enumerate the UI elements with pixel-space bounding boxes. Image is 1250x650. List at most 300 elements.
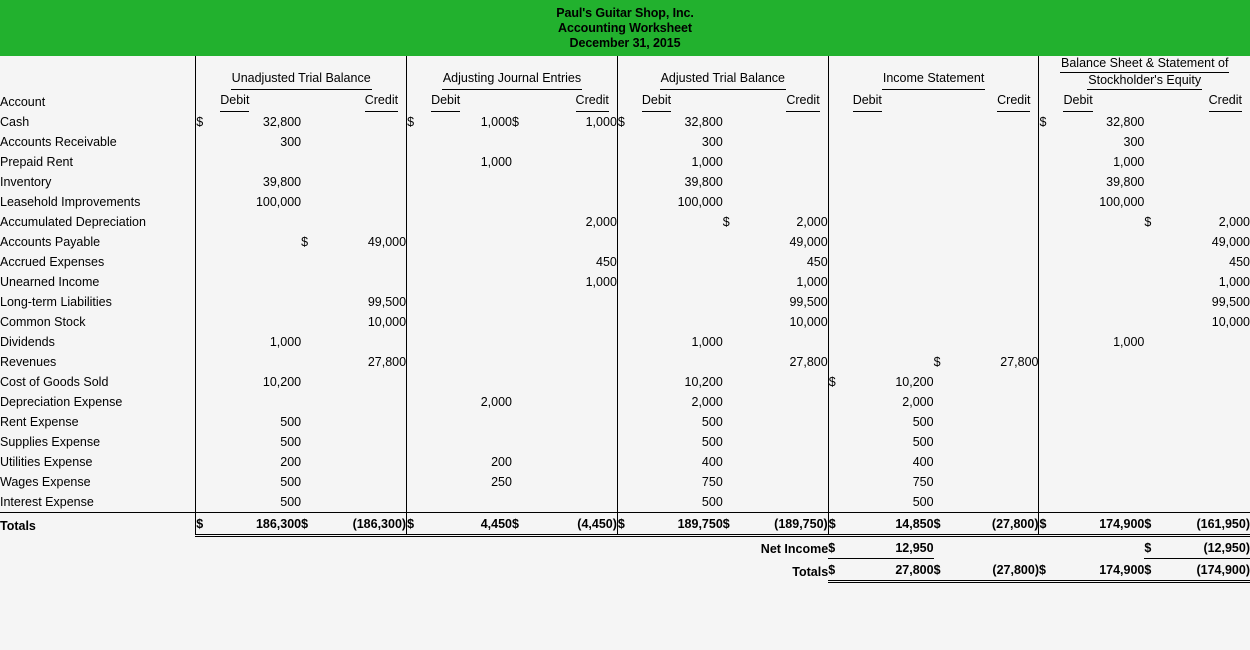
- unadjusted-trial-balance-debit-cell: 200: [280, 455, 302, 469]
- totals-bs-debit-currency: $: [1039, 513, 1061, 536]
- balance-sheet-credit-currency-cell: [1144, 432, 1168, 452]
- adjusting-journal-entries-debit-currency-cell: [407, 292, 429, 312]
- income-statement-debit-currency-cell: [828, 332, 850, 352]
- adjusting-journal-entries-debit-currency-cell: [407, 432, 429, 452]
- unadjusted-trial-balance-debit-currency-cell: [196, 352, 218, 372]
- unadjusted-trial-balance-credit-cell: [325, 112, 406, 132]
- balance-sheet-credit-cell: [1168, 412, 1250, 432]
- balance-sheet-credit-currency-cell: [1144, 492, 1168, 513]
- adjusted-trial-balance-debit-cell: 300: [701, 135, 723, 149]
- income-statement-debit-cell: [850, 212, 933, 232]
- income-statement-credit-cell: [958, 472, 1039, 492]
- balance-sheet-credit-cell: [1168, 432, 1250, 452]
- adjusting-journal-entries-credit-currency-cell: [512, 252, 536, 272]
- income-statement-debit-currency-cell: [828, 132, 850, 152]
- adjusting-journal-entries-credit-currency-cell: [512, 492, 536, 513]
- table-row: [0, 192, 1250, 212]
- balance-sheet-credit-currency-cell: [1144, 272, 1168, 292]
- adjusted-trial-balance-credit-currency-cell: [723, 332, 747, 352]
- adjusted-trial-balance-debit-currency-cell: [617, 212, 639, 232]
- account-name-cell: Wages Expense: [0, 475, 91, 489]
- income-statement-credit-currency-cell: $: [933, 355, 941, 369]
- income-statement-credit-cell: [958, 492, 1039, 513]
- balance-sheet-credit-cell: [1168, 352, 1250, 372]
- balance-sheet-credit-cell: 49,000: [1211, 235, 1250, 249]
- totals-is-debit-currency: $: [828, 513, 850, 536]
- unadjusted-trial-balance-debit-cell: [218, 292, 301, 312]
- income-statement-credit-currency-cell: [934, 432, 958, 452]
- adjusting-journal-entries-debit-cell: 2,000: [480, 395, 512, 409]
- company-name: Paul's Guitar Shop, Inc.: [556, 6, 694, 20]
- grand-totals-is-debit: 27,800: [850, 559, 933, 582]
- income-statement-credit-currency-cell: [934, 412, 958, 432]
- income-statement-debit-cell: [850, 232, 933, 252]
- unadjusted-trial-balance-debit-currency-cell: [196, 472, 218, 492]
- balance-sheet-debit-cell: [1061, 272, 1144, 292]
- adjusted-trial-balance-credit-currency-cell: [723, 352, 747, 372]
- adjusted-trial-balance-credit-cell: [747, 372, 828, 392]
- unadjusted-trial-balance-debit-currency-cell: [196, 432, 218, 452]
- income-statement-debit-cell: 500: [912, 435, 934, 449]
- adjusted-trial-balance-debit-cell: 39,800: [684, 175, 723, 189]
- adjusting-journal-entries-debit-cell: [429, 172, 512, 192]
- adjusting-journal-entries-debit-cell: [429, 312, 512, 332]
- adjusting-journal-entries-credit-currency-cell: [512, 272, 536, 292]
- adjusted-trial-balance-debit-cell: 1,000: [691, 155, 723, 169]
- balance-sheet-debit-cell: 300: [1123, 135, 1145, 149]
- net-income-bs-debit: [1061, 536, 1144, 559]
- adjusted-trial-balance-credit-cell: [747, 172, 828, 192]
- balance-sheet-debit-currency-cell: [1039, 252, 1061, 272]
- adjusting-journal-entries-debit-cell: [429, 372, 512, 392]
- group-header-adjusting-journal-entries: Adjusting Journal Entries: [407, 56, 618, 90]
- adjusted-trial-balance-credit-currency-cell: [723, 432, 747, 452]
- balance-sheet-credit-currency-cell: [1144, 152, 1168, 172]
- income-statement-credit-cell: [958, 292, 1039, 312]
- balance-sheet-credit-currency-cell: [1144, 132, 1168, 152]
- adjusting-journal-entries-credit-cell: [536, 492, 617, 513]
- balance-sheet-credit-currency-cell: [1144, 252, 1168, 272]
- table-row: [0, 472, 1250, 492]
- adjusted-trial-balance-credit-cell: [747, 332, 828, 352]
- income-statement-debit-currency-cell: [828, 232, 850, 252]
- income-statement-debit-currency-cell: [828, 452, 850, 472]
- income-statement-debit-cell: 400: [912, 455, 934, 469]
- grand-totals-bs-debit-currency: $: [1039, 559, 1061, 582]
- table-header: [0, 56, 1250, 112]
- income-statement-debit-currency-cell: [828, 292, 850, 312]
- income-statement-debit-currency-cell: [828, 112, 850, 132]
- account-name-cell: Supplies Expense: [0, 435, 101, 449]
- adjusting-journal-entries-credit-currency-cell: [512, 192, 536, 212]
- balance-sheet-credit-cell: [1168, 452, 1250, 472]
- income-statement-credit-cell: [958, 372, 1039, 392]
- header-account: Account: [0, 95, 46, 109]
- totals-bs-debit: 174,900: [1061, 513, 1144, 536]
- income-statement-credit-cell: [958, 452, 1039, 472]
- adjusted-trial-balance-credit-currency-cell: [723, 492, 747, 513]
- grand-totals-bs-credit: (174,900): [1168, 559, 1250, 582]
- group-title-row: [0, 56, 1250, 90]
- account-name-cell: Rent Expense: [0, 415, 79, 429]
- unadjusted-trial-balance-debit-currency-cell: [196, 492, 218, 513]
- unadjusted-trial-balance-debit-currency-cell: [196, 192, 218, 212]
- unadjusted-trial-balance-debit-currency-cell: [196, 412, 218, 432]
- income-statement-debit-currency-cell: [828, 172, 850, 192]
- balance-sheet-credit-cell: [1168, 112, 1250, 132]
- income-statement-credit-cell: [958, 172, 1039, 192]
- balance-sheet-debit-currency-cell: [1039, 412, 1061, 432]
- income-statement-credit-cell: [958, 312, 1039, 332]
- unadjusted-trial-balance-credit-cell: [325, 132, 406, 152]
- table-row: [0, 352, 1250, 372]
- balance-sheet-debit-currency-cell: [1039, 372, 1061, 392]
- balance-sheet-debit-cell: [1061, 252, 1144, 272]
- table-row: [0, 492, 1250, 513]
- account-name-cell: Prepaid Rent: [0, 155, 73, 169]
- adjusted-trial-balance-credit-cell: 99,500: [789, 295, 828, 309]
- balance-sheet-credit-currency-cell: [1144, 312, 1168, 332]
- header-bs-debit: Debit: [1039, 90, 1144, 112]
- table-footer: [0, 513, 1250, 582]
- balance-sheet-debit-currency-cell: $: [1039, 112, 1061, 132]
- balance-sheet-credit-currency-cell: [1144, 112, 1168, 132]
- adjusted-trial-balance-debit-currency-cell: [617, 452, 639, 472]
- unadjusted-trial-balance-debit-currency-cell: [196, 212, 218, 232]
- totals-utb-debit-currency: $: [196, 513, 218, 536]
- unadjusted-trial-balance-debit-cell: [218, 352, 301, 372]
- adjusting-journal-entries-debit-currency-cell: [407, 172, 429, 192]
- adjusting-journal-entries-credit-currency-cell: [512, 232, 536, 252]
- unadjusted-trial-balance-debit-cell: [218, 272, 301, 292]
- adjusting-journal-entries-credit-cell: [536, 352, 617, 372]
- adjusting-journal-entries-debit-cell: 1,000: [480, 115, 512, 129]
- adjusting-journal-entries-debit-cell: 250: [491, 475, 512, 489]
- income-statement-credit-cell: [958, 332, 1039, 352]
- adjusting-journal-entries-debit-currency-cell: [407, 132, 429, 152]
- unadjusted-trial-balance-credit-currency-cell: [301, 372, 325, 392]
- adjusted-trial-balance-credit-cell: 450: [806, 255, 828, 269]
- income-statement-debit-cell: [850, 312, 933, 332]
- unadjusted-trial-balance-credit-currency-cell: [301, 112, 325, 132]
- adjusted-trial-balance-debit-cell: [639, 272, 722, 292]
- balance-sheet-credit-currency-cell: [1144, 232, 1168, 252]
- adjusting-journal-entries-credit-currency-cell: [512, 332, 536, 352]
- unadjusted-trial-balance-credit-cell: [325, 272, 406, 292]
- unadjusted-trial-balance-credit-cell: [325, 252, 406, 272]
- adjusted-trial-balance-debit-currency-cell: [617, 252, 639, 272]
- unadjusted-trial-balance-credit-cell: [325, 392, 406, 412]
- unadjusted-trial-balance-credit-currency-cell: [301, 452, 325, 472]
- adjusted-trial-balance-credit-currency-cell: [723, 112, 747, 132]
- unadjusted-trial-balance-credit-cell: [325, 492, 406, 513]
- balance-sheet-credit-cell: [1168, 392, 1250, 412]
- unadjusted-trial-balance-credit-currency-cell: [301, 272, 325, 292]
- header-utb-debit: Debit: [196, 90, 301, 112]
- balance-sheet-debit-currency-cell: [1039, 312, 1061, 332]
- unadjusted-trial-balance-credit-currency-cell: [301, 292, 325, 312]
- unadjusted-trial-balance-credit-currency-cell: [301, 132, 325, 152]
- unadjusted-trial-balance-credit-cell: [325, 472, 406, 492]
- adjusted-trial-balance-credit-cell: [747, 492, 828, 513]
- balance-sheet-debit-cell: [1061, 432, 1144, 452]
- account-name-cell: Leasehold Improvements: [0, 195, 141, 209]
- adjusted-trial-balance-credit-currency-cell: [723, 472, 747, 492]
- balance-sheet-credit-cell: [1168, 372, 1250, 392]
- adjusting-journal-entries-debit-cell: [429, 132, 512, 152]
- unadjusted-trial-balance-debit-cell: [218, 312, 301, 332]
- totals-bs-credit: (161,950): [1168, 513, 1250, 536]
- net-income-bs-credit: (12,950): [1168, 536, 1250, 559]
- adjusted-trial-balance-credit-cell: 2,000: [796, 215, 828, 229]
- income-statement-credit-cell: [958, 132, 1039, 152]
- balance-sheet-credit-currency-cell: [1144, 472, 1168, 492]
- income-statement-credit-currency-cell: [934, 112, 958, 132]
- totals-bs-credit-currency: $: [1144, 513, 1168, 536]
- income-statement-debit-cell: [850, 172, 933, 192]
- unadjusted-trial-balance-credit-cell: [325, 372, 406, 392]
- adjusted-trial-balance-debit-currency-cell: [617, 232, 639, 252]
- balance-sheet-debit-cell: 100,000: [1099, 195, 1145, 209]
- adjusting-journal-entries-debit-cell: [429, 432, 512, 452]
- adjusted-trial-balance-credit-currency-cell: [723, 272, 747, 292]
- account-name-cell: Depreciation Expense: [0, 395, 123, 409]
- adjusted-trial-balance-credit-cell: 1,000: [796, 275, 828, 289]
- adjusting-journal-entries-credit-currency-cell: [512, 132, 536, 152]
- adjusted-trial-balance-debit-cell: [639, 352, 722, 372]
- unadjusted-trial-balance-credit-currency-cell: [301, 332, 325, 352]
- unadjusted-trial-balance-credit-currency-cell: [301, 312, 325, 332]
- adjusting-journal-entries-debit-currency-cell: [407, 392, 429, 412]
- table-row: [0, 272, 1250, 292]
- income-statement-debit-currency-cell: [828, 352, 850, 372]
- account-name-cell: Dividends: [0, 335, 55, 349]
- totals-utb-credit-currency: $: [301, 513, 325, 536]
- balance-sheet-credit-currency-cell: [1144, 352, 1168, 372]
- adjusting-journal-entries-credit-currency-cell: [512, 432, 536, 452]
- grand-totals-bs-credit-currency: $: [1144, 559, 1168, 582]
- debit-credit-header-row: [0, 90, 1250, 112]
- header-corner-blank: [0, 56, 196, 90]
- totals-aje-credit-currency: $: [512, 513, 536, 536]
- adjusted-trial-balance-credit-currency-cell: [723, 232, 747, 252]
- unadjusted-trial-balance-credit-currency-cell: [301, 412, 325, 432]
- adjusting-journal-entries-credit-cell: [536, 292, 617, 312]
- adjusting-journal-entries-debit-currency-cell: [407, 272, 429, 292]
- unadjusted-trial-balance-credit-currency-cell: $: [301, 235, 309, 249]
- balance-sheet-debit-cell: [1061, 372, 1144, 392]
- unadjusted-trial-balance-credit-cell: [325, 412, 406, 432]
- unadjusted-trial-balance-debit-currency-cell: [196, 232, 218, 252]
- adjusted-trial-balance-credit-currency-cell: [723, 452, 747, 472]
- adjusting-journal-entries-credit-cell: [536, 392, 617, 412]
- income-statement-credit-currency-cell: [934, 212, 958, 232]
- adjusting-journal-entries-credit-currency-cell: [512, 212, 536, 232]
- table-row: [0, 392, 1250, 412]
- adjusted-trial-balance-debit-cell: 1,000: [691, 335, 723, 349]
- adjusted-trial-balance-debit-cell: 2,000: [691, 395, 723, 409]
- unadjusted-trial-balance-credit-cell: [325, 332, 406, 352]
- adjusting-journal-entries-credit-cell: [536, 372, 617, 392]
- adjusted-trial-balance-debit-cell: 500: [639, 492, 722, 513]
- grand-totals-is-credit: (27,800): [958, 559, 1039, 582]
- income-statement-credit-cell: [958, 112, 1039, 132]
- totals-is-debit: 14,850: [850, 513, 933, 536]
- adjusting-journal-entries-credit-currency-cell: [512, 152, 536, 172]
- balance-sheet-debit-cell: [1061, 352, 1144, 372]
- totals-atb-credit-currency: $: [723, 513, 747, 536]
- grand-totals-blank-account: [0, 559, 196, 582]
- income-statement-credit-currency-cell: [934, 172, 958, 192]
- adjusted-trial-balance-debit-currency-cell: [617, 152, 639, 172]
- income-statement-credit-cell: [958, 192, 1039, 212]
- adjusting-journal-entries-credit-cell: [536, 412, 617, 432]
- income-statement-debit-cell: [850, 192, 933, 212]
- income-statement-credit-currency-cell: [934, 472, 958, 492]
- adjusting-journal-entries-credit-cell: [536, 152, 617, 172]
- adjusting-journal-entries-credit-cell: 450: [596, 255, 617, 269]
- adjusted-trial-balance-debit-cell: [639, 232, 722, 252]
- adjusting-journal-entries-debit-currency-cell: [407, 452, 429, 472]
- adjusted-trial-balance-debit-currency-cell: [617, 192, 639, 212]
- net-income-bs-debit-currency: [1039, 536, 1061, 559]
- account-name-cell: Accumulated Depreciation: [0, 215, 146, 229]
- income-statement-credit-currency-cell: [934, 232, 958, 252]
- income-statement-credit-currency-cell: [934, 332, 958, 352]
- unadjusted-trial-balance-debit-currency-cell: [196, 312, 218, 332]
- adjusted-trial-balance-credit-cell: [747, 132, 828, 152]
- balance-sheet-credit-cell: [1168, 472, 1250, 492]
- unadjusted-trial-balance-credit-currency-cell: [301, 172, 325, 192]
- header-is-credit: Credit: [934, 90, 1039, 112]
- income-statement-credit-cell: [958, 412, 1039, 432]
- balance-sheet-credit-currency-cell: [1144, 292, 1168, 312]
- adjusting-journal-entries-credit-cell: [536, 312, 617, 332]
- balance-sheet-credit-currency-cell: [1144, 172, 1168, 192]
- income-statement-debit-cell: [850, 292, 933, 312]
- unadjusted-trial-balance-credit-currency-cell: [301, 492, 325, 513]
- balance-sheet-debit-currency-cell: [1039, 392, 1061, 412]
- adjusted-trial-balance-credit-cell: [747, 152, 828, 172]
- income-statement-credit-currency-cell: [934, 252, 958, 272]
- adjusting-journal-entries-credit-cell: [536, 132, 617, 152]
- income-statement-debit-currency-cell: [828, 412, 850, 432]
- account-name-cell: Inventory: [0, 175, 52, 189]
- income-statement-credit-currency-cell: [934, 152, 958, 172]
- net-income-blank-utb: [196, 536, 407, 559]
- adjusting-journal-entries-debit-currency-cell: [407, 472, 429, 492]
- unadjusted-trial-balance-debit-currency-cell: $: [196, 112, 218, 132]
- totals-row: [0, 513, 1250, 536]
- unadjusted-trial-balance-debit-currency-cell: [196, 132, 218, 152]
- table-row: [0, 292, 1250, 312]
- balance-sheet-debit-currency-cell: [1039, 132, 1061, 152]
- income-statement-debit-currency-cell: [828, 472, 850, 492]
- balance-sheet-debit-currency-cell: [1039, 292, 1061, 312]
- account-name-cell: Accrued Expenses: [0, 255, 105, 269]
- unadjusted-trial-balance-debit-currency-cell: [196, 292, 218, 312]
- adjusted-trial-balance-credit-cell: 27,800: [789, 355, 828, 369]
- adjusting-journal-entries-debit-cell: [429, 232, 512, 252]
- totals-is-credit-currency: $: [934, 513, 958, 536]
- income-statement-debit-cell: 500: [912, 415, 934, 429]
- balance-sheet-debit-currency-cell: [1039, 212, 1061, 232]
- adjusting-journal-entries-credit-cell: 2,000: [585, 215, 617, 229]
- adjusting-journal-entries-credit-currency-cell: [512, 412, 536, 432]
- net-income-is-debit: 12,950: [850, 536, 933, 559]
- balance-sheet-debit-cell: [1061, 412, 1144, 432]
- adjusting-journal-entries-credit-currency-cell: [512, 372, 536, 392]
- table-row: [0, 212, 1250, 232]
- unadjusted-trial-balance-debit-currency-cell: [196, 452, 218, 472]
- adjusting-journal-entries-debit-cell: [429, 252, 512, 272]
- balance-sheet-credit-cell: 10,000: [1211, 315, 1250, 329]
- title-banner: [0, 0, 1250, 56]
- balance-sheet-debit-currency-cell: [1039, 172, 1061, 192]
- unadjusted-trial-balance-credit-cell: [325, 212, 406, 232]
- balance-sheet-debit-cell: [1061, 292, 1144, 312]
- income-statement-debit-currency-cell: [828, 152, 850, 172]
- header-utb-credit: Credit: [301, 90, 406, 112]
- balance-sheet-debit-currency-cell: [1039, 192, 1061, 212]
- adjusting-journal-entries-debit-cell: [429, 292, 512, 312]
- balance-sheet-debit-currency-cell: [1039, 452, 1061, 472]
- adjusting-journal-entries-debit-cell: [429, 332, 512, 352]
- totals-aje-debit: 4,450: [429, 513, 512, 536]
- balance-sheet-credit-currency-cell: [1144, 452, 1168, 472]
- unadjusted-trial-balance-debit-currency-cell: [196, 152, 218, 172]
- income-statement-credit-cell: [958, 432, 1039, 452]
- adjusted-trial-balance-credit-currency-cell: [723, 412, 747, 432]
- adjusting-journal-entries-debit-currency-cell: [407, 152, 429, 172]
- totals-label: Totals: [0, 518, 36, 533]
- unadjusted-trial-balance-debit-cell: 500: [280, 435, 302, 449]
- adjusted-trial-balance-debit-currency-cell: [617, 172, 639, 192]
- adjusted-trial-balance-debit-cell: 500: [701, 435, 723, 449]
- income-statement-credit-currency-cell: [934, 492, 958, 513]
- balance-sheet-credit-cell: [1168, 152, 1250, 172]
- worksheet-table: [0, 56, 1250, 583]
- adjusting-journal-entries-credit-cell: [536, 232, 617, 252]
- account-name-cell: Cost of Goods Sold: [0, 375, 109, 389]
- adjusting-journal-entries-debit-cell: 1,000: [480, 155, 512, 169]
- income-statement-credit-currency-cell: [934, 192, 958, 212]
- adjusted-trial-balance-credit-cell: 49,000: [789, 235, 828, 249]
- balance-sheet-debit-cell: [1061, 392, 1144, 412]
- adjusting-journal-entries-credit-currency-cell: [512, 312, 536, 332]
- balance-sheet-debit-currency-cell: [1039, 492, 1061, 513]
- income-statement-credit-currency-cell: [934, 372, 958, 392]
- balance-sheet-credit-cell: 450: [1229, 255, 1250, 269]
- adjusting-journal-entries-credit-cell: [536, 432, 617, 452]
- unadjusted-trial-balance-debit-cell: 100,000: [255, 195, 302, 209]
- totals-atb-credit: (189,750): [747, 513, 828, 536]
- adjusted-trial-balance-debit-currency-cell: [617, 312, 639, 332]
- unadjusted-trial-balance-credit-cell: [325, 452, 406, 472]
- unadjusted-trial-balance-debit-cell: [218, 392, 301, 412]
- adjusting-journal-entries-debit-currency-cell: $: [407, 112, 429, 132]
- balance-sheet-credit-currency-cell: $: [1144, 215, 1152, 229]
- adjusting-journal-entries-debit-currency-cell: [407, 332, 429, 352]
- totals-atb-debit: 189,750: [639, 513, 722, 536]
- balance-sheet-credit-cell: [1168, 492, 1250, 513]
- balance-sheet-credit-currency-cell: [1144, 332, 1168, 352]
- balance-sheet-credit-cell: [1168, 172, 1250, 192]
- income-statement-debit-cell: 10,200: [895, 375, 934, 389]
- unadjusted-trial-balance-debit-cell: 500: [280, 415, 302, 429]
- unadjusted-trial-balance-credit-currency-cell: [301, 252, 325, 272]
- adjusted-trial-balance-debit-cell: [639, 292, 722, 312]
